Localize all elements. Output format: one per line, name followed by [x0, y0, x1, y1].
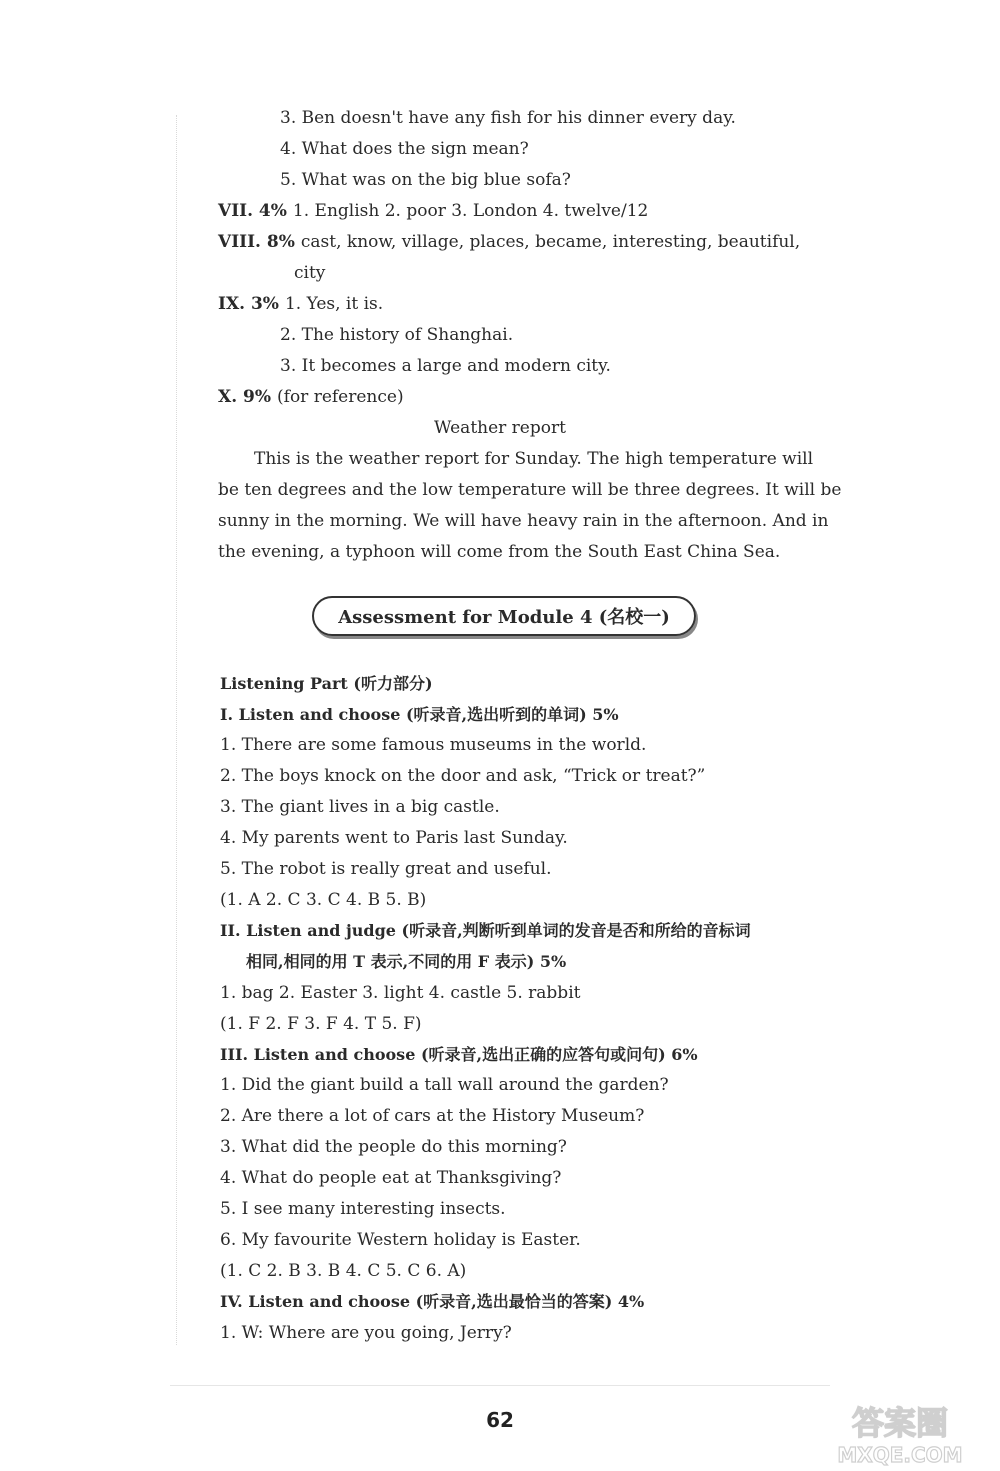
list-item: 5. I see many interesting insects.	[220, 1199, 506, 1219]
section-title: II. Listen and judge (听录音,判断听到单词的发音是否和所给的音标词	[220, 921, 751, 940]
section-ix	[218, 292, 383, 316]
section-title: I. Listen and choose (听录音,选出听到的单词) 5%	[220, 705, 619, 724]
page-number: 62	[486, 1408, 514, 1432]
section-label: VII. 4%	[218, 201, 287, 221]
listening-part-title: Listening Part (听力部分)	[220, 674, 433, 693]
section-vii	[218, 199, 648, 223]
module-heading-box	[312, 596, 696, 636]
answer-line: 3. Ben doesn't have any fish for his dinner every day.	[280, 108, 736, 128]
list-item: 2. The boys knock on the door and ask, “Trick or treat?”	[220, 766, 706, 786]
answer-line: 4. What does the sign mean?	[280, 139, 529, 159]
essay-line: the evening, a typhoon will come from the South East China Sea.	[218, 542, 781, 562]
section-x	[218, 385, 404, 409]
list-item: 1. bag 2. Easter 3. light 4. castle 5. rabbit	[220, 983, 581, 1003]
module-heading: Assessment for Module 4 (名校一)	[338, 607, 670, 628]
section-title: III. Listen and choose (听录音,选出正确的应答句或问句) 6%	[220, 1045, 698, 1064]
section-viii	[218, 230, 800, 254]
watermark-text: 答案圈	[851, 1404, 949, 1442]
section-label: VIII. 8%	[218, 232, 295, 252]
essay-line: This is the weather report for Sunday. The high temperature will	[254, 449, 814, 469]
section-text: (for reference)	[277, 387, 404, 407]
section-title-continued: 相同,相同的用 T 表示,不同的用 F 表示) 5%	[246, 952, 567, 971]
margin-guide	[176, 115, 177, 1345]
list-item: 6. My favourite Western holiday is Easter.	[220, 1230, 581, 1250]
footer-rule	[170, 1385, 830, 1386]
essay-title: Weather report	[434, 418, 566, 438]
list-item: 4. My parents went to Paris last Sunday.	[220, 828, 568, 848]
section-text: cast, know, village, places, became, interesting, beautiful,	[300, 232, 801, 252]
answer-line: 2. The history of Shanghai.	[280, 325, 514, 345]
section-text: 1. English 2. poor 3. London 4. twelve/12	[292, 201, 649, 221]
watermark-url: MXQE.COM	[837, 1443, 963, 1467]
answer-line: 3. It becomes a large and modern city.	[280, 356, 611, 376]
section-label: IX. 3%	[218, 294, 279, 314]
section-label: X. 9%	[218, 387, 272, 407]
section-title: IV. Listen and choose (听录音,选出最恰当的答案) 4%	[220, 1292, 645, 1311]
essay-line: sunny in the morning. We will have heavy rain in the afternoon. And in	[218, 511, 829, 531]
list-item: 2. Are there a lot of cars at the History Museum?	[220, 1106, 645, 1126]
list-item: 3. The giant lives in a big castle.	[220, 797, 500, 817]
list-item: 4. What do people eat at Thanksgiving?	[220, 1168, 562, 1188]
list-item: 1. Did the giant build a tall wall around the garden?	[220, 1075, 669, 1095]
answer-key: (1. A 2. C 3. C 4. B 5. B)	[220, 890, 427, 910]
essay-line: be ten degrees and the low temperature will be three degrees. It will be	[218, 480, 842, 500]
answer-key: (1. F 2. F 3. F 4. T 5. F)	[220, 1014, 422, 1034]
answer-line: 5. What was on the big blue sofa?	[280, 170, 571, 190]
list-item: 1. W: Where are you going, Jerry?	[220, 1323, 512, 1343]
watermark-logo	[810, 1398, 990, 1468]
list-item: 1. There are some famous museums in the world.	[220, 735, 647, 755]
section-text-continued: city	[294, 263, 326, 283]
list-item: 5. The robot is really great and useful.	[220, 859, 552, 879]
list-item: 3. What did the people do this morning?	[220, 1137, 567, 1157]
section-text: 1. Yes, it is.	[284, 294, 384, 314]
answer-key: (1. C 2. B 3. B 4. C 5. C 6. A)	[220, 1261, 467, 1281]
